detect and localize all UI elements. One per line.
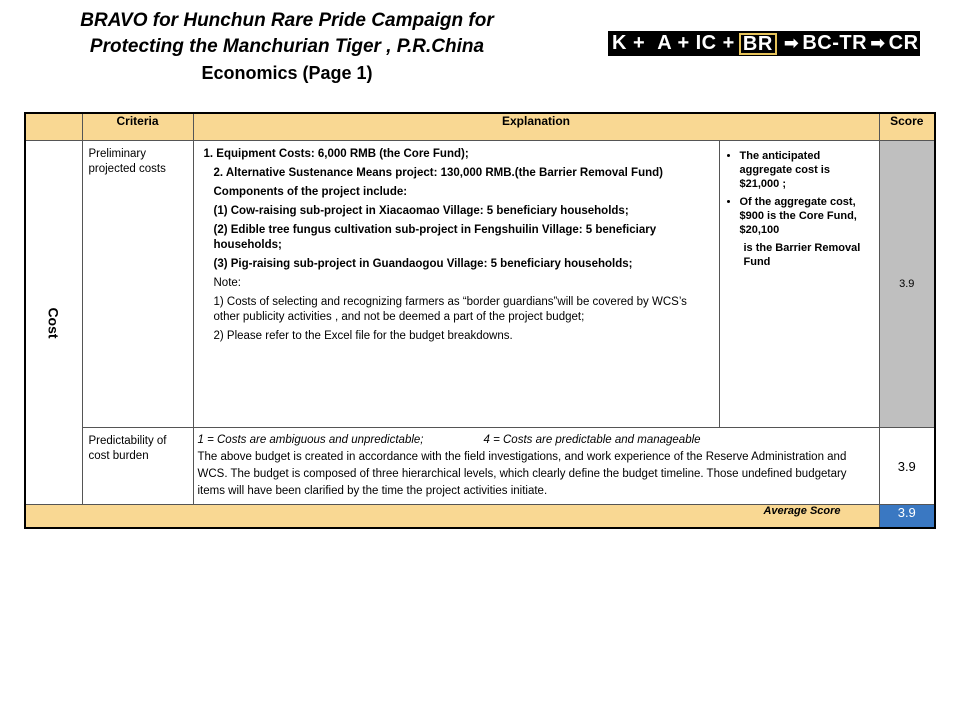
header-explanation: Explanation: [193, 113, 879, 141]
average-label: Average Score: [25, 505, 879, 529]
score-cell: 3.9: [879, 141, 935, 428]
explanation-line: 2. Alternative Sustenance Means project: 130,000 RMB.(the Barrier Removal Fund): [213, 167, 663, 179]
formula-k: K +: [612, 32, 646, 54]
formula-cr: CR: [888, 32, 919, 54]
explanation-line: 2) Please refer to the Excel file for the budget breakdowns.: [213, 330, 513, 342]
title-line-2: Protecting the Manchurian Tiger , P.R.China: [89, 36, 485, 57]
explanation-line: (1) Cow-raising sub-project in Xiacaomao Village: 5 beneficiary households;: [213, 205, 629, 217]
page-title: [52, 8, 522, 86]
score-cell: 3.9: [879, 428, 935, 505]
header-criteria: Criteria: [82, 113, 193, 141]
summary-continuation: is the Barrier Removal Fund: [743, 242, 861, 268]
explanation-cell: [193, 428, 879, 505]
explanation-line: 1) Costs of selecting and recognizing farmers as “border guardians”will be covered by WCS’s other publicity activities , and not be deemed a part of the project budget;: [213, 296, 687, 323]
criteria-cell: Preliminary projected costs: [82, 141, 193, 428]
table-row: [25, 428, 935, 505]
scale-line: [198, 432, 873, 449]
average-row: [25, 505, 935, 529]
explanation-line: 1. Equipment Costs: 6,000 RMB (the Core Fund);: [203, 148, 469, 160]
criteria-cell: Predictability of cost burden: [82, 428, 193, 505]
section-label-cell: [25, 141, 82, 505]
summary-cell: [719, 141, 879, 428]
arrow-right-icon: ➡: [783, 33, 800, 53]
scale-low: 1 = Costs are ambiguous and unpredictable;: [197, 434, 424, 446]
explanation-line: Note:: [213, 277, 241, 289]
table-row: [25, 141, 935, 428]
explanation-line: (3) Pig-raising sub-project in Guandaogou Village: 5 beneficiary households;: [213, 258, 633, 270]
table-header-row: [25, 113, 935, 141]
summary-bullet: • Of the aggregate cost, $900 is the Core Fund, $20,100: [740, 195, 873, 237]
explanation-cell: [193, 141, 719, 428]
formula-ic: IC +: [695, 32, 735, 54]
summary-bullet: • The anticipated aggregate cost is $21,000 ;: [740, 149, 873, 191]
explanation-line: Components of the project include:: [213, 186, 408, 198]
header-empty-cell: [25, 113, 82, 141]
section-label: Cost: [45, 306, 62, 339]
title-line-3: Economics (Page 1): [201, 63, 373, 83]
arrow-right-icon: ➡: [870, 33, 886, 53]
formula-a: A +: [657, 32, 690, 54]
header-score: Score: [879, 113, 935, 141]
explanation-line: (2) Edible tree fungus cultivation sub-project in Fengshuilin Village: 5 beneficiary households;: [213, 224, 657, 251]
economics-table: [24, 112, 936, 529]
scale-high: 4 = Costs are predictable and manageable: [483, 434, 701, 446]
explanation-text: The above budget is created in accordance with the field investigations, and work experience of the Reserve Administration and WCS. The budget is composed of three hierarchical levels, which clearly define the budget timeline. Those undefined budgetary items will have been clarified by the time the project activities initiate.: [197, 451, 847, 497]
title-line-1: BRAVO for Hunchun Rare Pride Campaign for: [80, 10, 494, 31]
formula-br: BR: [739, 33, 777, 55]
average-score: 3.9: [879, 505, 935, 529]
formula-bctr: BC-TR: [802, 32, 868, 54]
bravo-formula-banner: [608, 31, 920, 56]
